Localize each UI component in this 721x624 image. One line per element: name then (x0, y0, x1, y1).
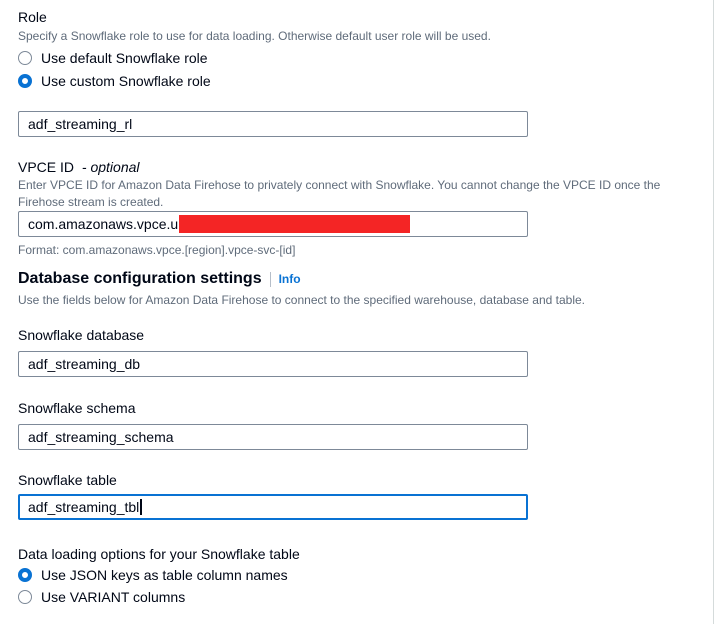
database-settings-description: Use the fields below for Amazon Data Firehose to connect to the specified warehouse, database and table. (18, 293, 586, 307)
radio-label: Use JSON keys as table column names (41, 567, 288, 583)
vpce-input[interactable] (18, 211, 528, 237)
radio-default-snowflake-role[interactable] (18, 48, 208, 68)
radio-variant-columns[interactable] (18, 587, 185, 607)
radio-button-selected-icon[interactable] (18, 568, 32, 582)
radio-button-icon[interactable] (18, 51, 32, 65)
vpce-label (18, 158, 140, 176)
input-value: adf_streaming_db (28, 356, 141, 372)
snowflake-destination-form (18, 0, 698, 624)
radio-custom-snowflake-role[interactable] (18, 71, 211, 91)
snowflake-table-label: Snowflake table (18, 472, 117, 488)
snowflake-schema-input[interactable] (18, 424, 528, 450)
database-settings-heading-row (18, 269, 301, 289)
snowflake-database-label: Snowflake database (18, 327, 145, 343)
vpce-format-hint: Format: com.amazonaws.vpce.[region].vpce-svc-[id] (18, 243, 296, 257)
radio-button-selected-icon[interactable] (18, 74, 32, 88)
info-link[interactable]: Info (278, 272, 301, 286)
vpce-description: Enter VPCE ID for Amazon Data Firehose to privately connect with Snowflake. You cannot change the VPCE ID once the Firehose stream is created. (18, 178, 661, 209)
redaction-overlay (179, 215, 410, 233)
radio-label: Use VARIANT columns (41, 589, 186, 605)
role-description: Specify a Snowflake role to use for data loading. Otherwise default user role will be used. (18, 29, 491, 43)
database-settings-heading: Database configuration settings (18, 270, 262, 287)
heading-divider (270, 272, 271, 287)
snowflake-schema-label: Snowflake schema (18, 400, 136, 416)
input-value: com.amazonaws.vpce.u (28, 216, 179, 232)
radio-label: Use custom Snowflake role (41, 73, 211, 89)
role-label: Role (18, 9, 47, 25)
input-value: adf_streaming_rl (28, 116, 133, 132)
snowflake-table-input[interactable] (18, 494, 528, 520)
vpce-label-text: VPCE ID (18, 159, 75, 175)
input-value: adf_streaming_tbl (28, 499, 140, 515)
radio-json-keys[interactable] (18, 565, 288, 585)
data-loading-options-label: Data loading options for your Snowflake table (18, 546, 300, 562)
snowflake-database-input[interactable] (18, 351, 528, 377)
input-value: adf_streaming_schema (28, 429, 174, 445)
custom-role-input[interactable] (18, 111, 528, 137)
radio-label: Use default Snowflake role (41, 50, 208, 66)
text-caret (140, 499, 142, 515)
radio-button-icon[interactable] (18, 590, 32, 604)
panel-right-border (713, 0, 714, 624)
optional-suffix: - optional (81, 159, 140, 175)
